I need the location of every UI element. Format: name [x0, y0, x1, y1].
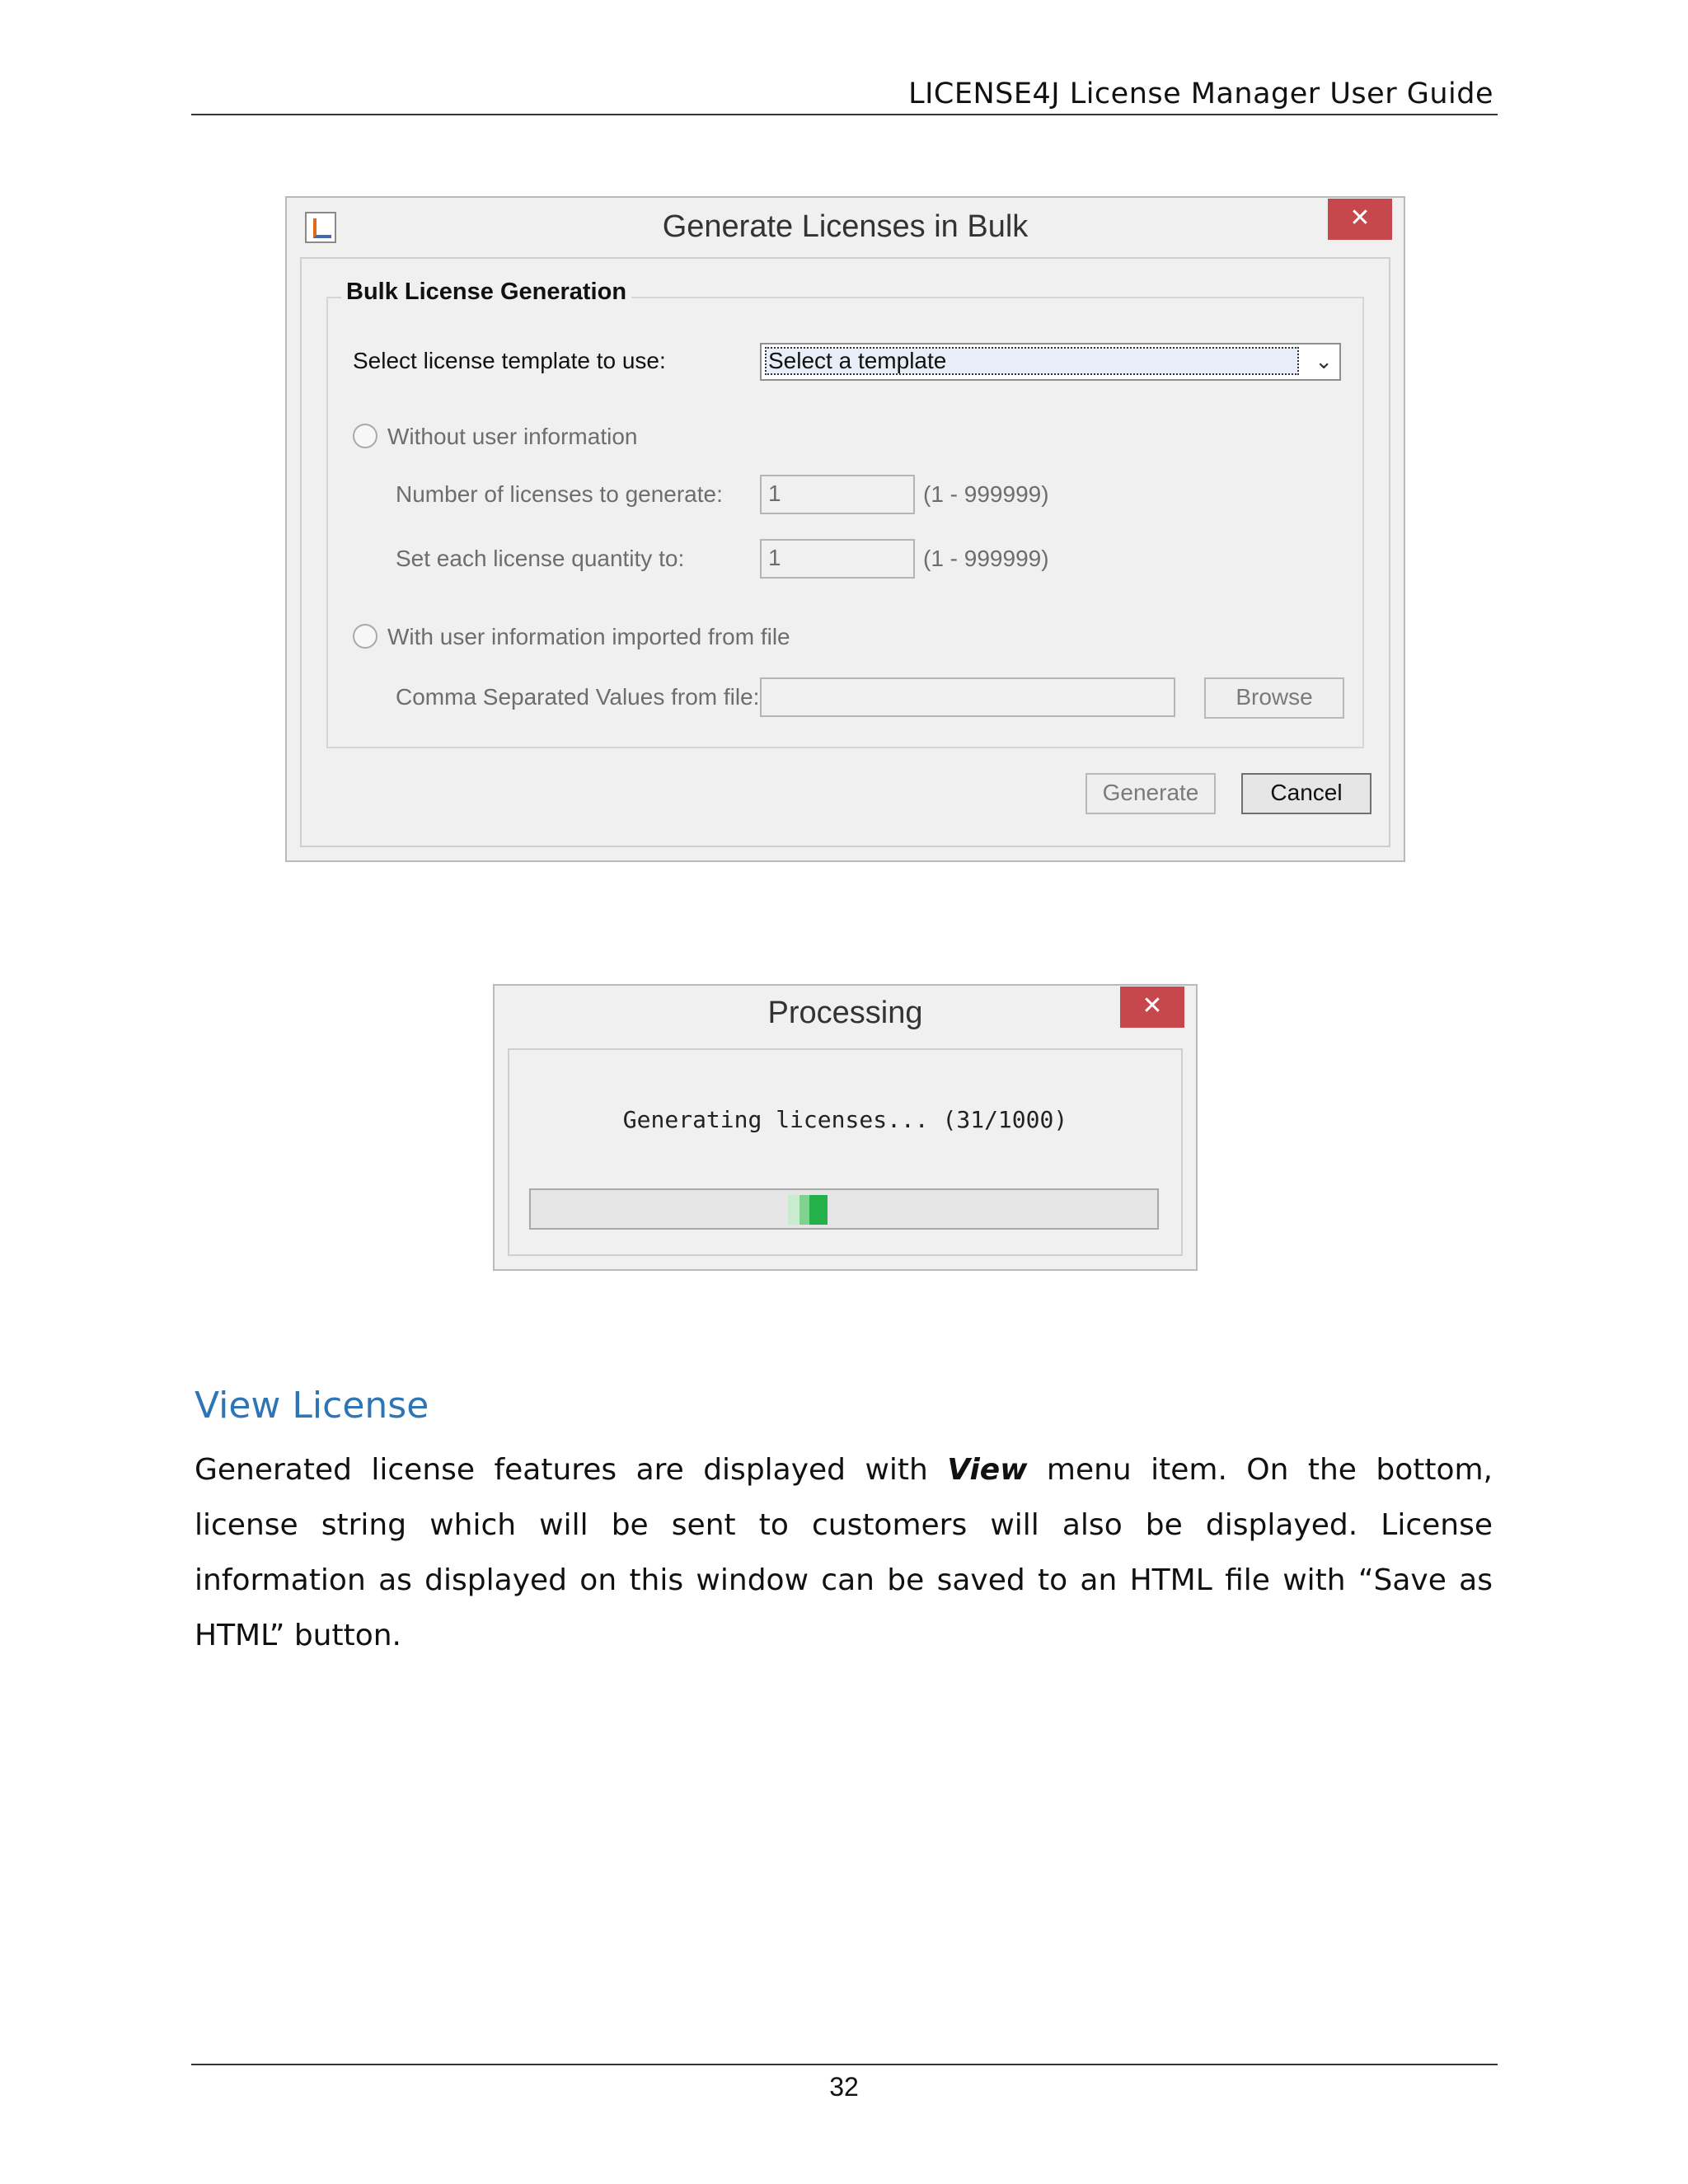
paragraph-text: Generated license features are displayed with [195, 1453, 948, 1487]
header-title: LICENSE4J License Manager User Guide [908, 77, 1493, 110]
processing-dialog [493, 984, 1198, 1271]
generate-licenses-bulk-dialog [285, 196, 1405, 862]
dialog-titlebar [287, 198, 1404, 257]
csv-file-label: Comma Separated Values from file: [396, 684, 760, 710]
quantity-label: Set each license quantity to: [396, 546, 685, 571]
csv-file-input[interactable] [760, 677, 1175, 717]
quantity-input[interactable]: 1 [760, 539, 915, 579]
browse-button[interactable]: Browse [1204, 677, 1344, 719]
chevron-down-icon: ⌄ [1315, 349, 1333, 374]
with-user-info-radio[interactable] [353, 624, 377, 649]
quantity-range: (1 - 999999) [923, 546, 1049, 571]
progress-indicator-segment [788, 1195, 799, 1225]
bulk-license-generation-group [326, 279, 1364, 748]
progress-bar [529, 1188, 1159, 1230]
paragraph-text: menu item. On the bottom, license string which will be sent to customers will also be displayed. License information as displayed on this window can be saved to an HTML file with “Save as HTML” button. [195, 1453, 1493, 1652]
generate-button[interactable]: Generate [1085, 773, 1216, 814]
template-label: Select license template to use: [353, 348, 666, 373]
close-button[interactable]: ✕ [1328, 199, 1392, 240]
progress-message: Generating licenses... (31/1000) [622, 1106, 1068, 1133]
num-licenses-label: Number of licenses to generate: [396, 481, 723, 507]
num-licenses-input[interactable]: 1 [760, 475, 915, 514]
paragraph-emphasis: View [947, 1453, 1028, 1487]
dialog-title: Generate Licenses in Bulk [662, 209, 1029, 244]
progress-indicator-segment [809, 1195, 828, 1225]
cancel-button[interactable]: Cancel [1241, 773, 1372, 814]
dialog-content [508, 1048, 1183, 1256]
footer-divider [191, 2064, 1498, 2065]
dialog-title: Processing [767, 996, 923, 1030]
without-user-info-label: Without user information [387, 424, 638, 449]
section-paragraph [195, 1442, 1493, 1663]
progress-indicator-segment [799, 1195, 809, 1225]
page-number: 32 [829, 2072, 859, 2102]
section-heading: View License [195, 1385, 429, 1427]
template-dropdown-value: Select a template [765, 347, 1299, 375]
dialog-content [300, 257, 1390, 847]
header-divider [191, 114, 1498, 115]
without-user-info-radio[interactable] [353, 424, 377, 448]
close-button[interactable]: ✕ [1120, 987, 1184, 1028]
with-user-info-label: With user information imported from file [387, 624, 790, 649]
group-title: Bulk License Generation [341, 279, 631, 306]
num-licenses-range: (1 - 999999) [923, 481, 1049, 507]
template-dropdown[interactable] [760, 343, 1341, 381]
